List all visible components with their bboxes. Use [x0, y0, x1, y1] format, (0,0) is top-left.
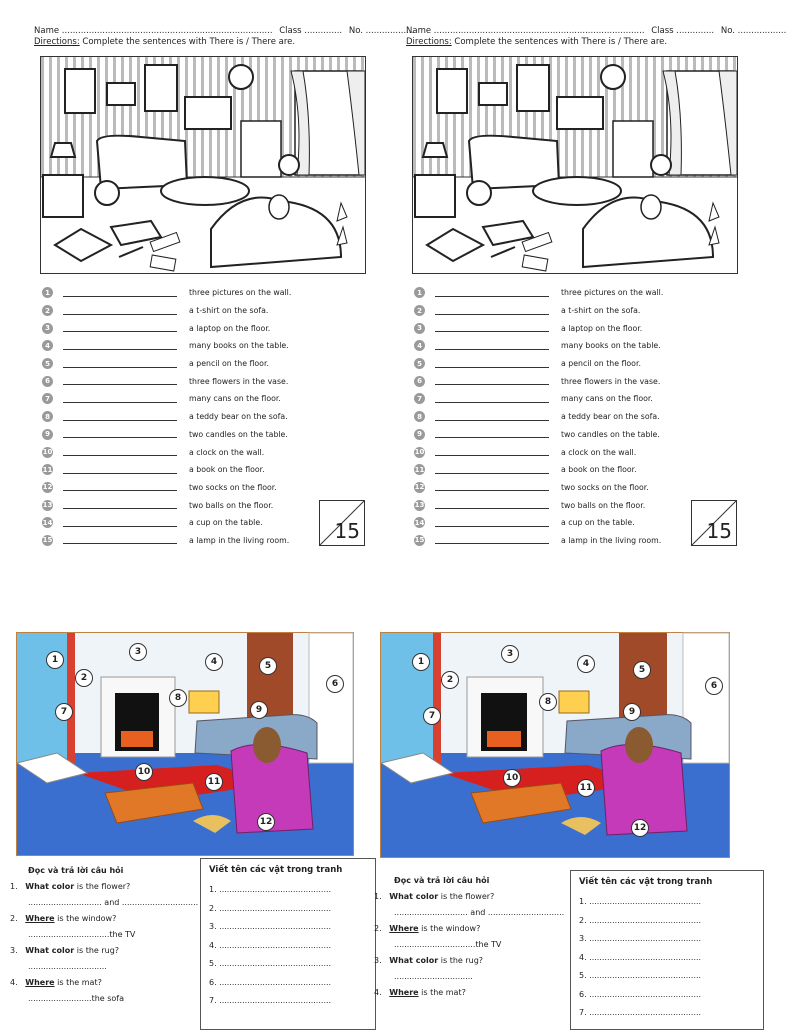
item-number-badge: 13 — [42, 501, 53, 510]
class-label: Class .............. — [279, 26, 343, 36]
question-1: 1. What color is the flower? — [10, 882, 131, 891]
naming-line-6[interactable]: 6. ............................................ — [579, 989, 702, 999]
callout-9: 9 — [250, 701, 268, 719]
sentence-row — [42, 337, 372, 355]
naming-line-1[interactable]: 1. ............................................ — [209, 885, 332, 894]
callout-9: 9 — [623, 703, 641, 721]
callout-12: 12 — [631, 819, 649, 837]
answer-blank[interactable] — [435, 419, 549, 421]
directions-label: Directions: — [34, 37, 80, 47]
sentence-row — [414, 302, 744, 320]
q2-keyword: Where — [25, 914, 55, 923]
sentence-row — [42, 479, 372, 497]
item-number-badge: 10 — [414, 448, 425, 457]
name-label: Name .............................................................................. — [406, 26, 645, 36]
score-box — [691, 500, 737, 546]
sentence-text: two candles on the table. — [189, 429, 288, 439]
item-number-badge: 6 — [42, 376, 53, 387]
callout-6: 6 — [326, 675, 344, 693]
sentence-text: three flowers in the vase. — [561, 376, 661, 386]
reading-questions-left — [10, 866, 199, 1010]
answer-blank[interactable] — [435, 295, 549, 297]
callout-11: 11 — [577, 779, 595, 797]
q4-keyword: Where — [389, 988, 419, 997]
class-label: Class .............. — [651, 26, 715, 36]
reading-heading: Đọc và trả lời câu hỏi — [28, 866, 124, 875]
answer-blank[interactable] — [63, 454, 177, 456]
naming-box-right — [570, 870, 764, 1030]
sentence-row — [414, 390, 744, 408]
callout-5: 5 — [633, 661, 651, 679]
sentence-row — [42, 426, 372, 444]
sentence-row — [414, 319, 744, 337]
naming-line-2[interactable]: 2. ............................................ — [209, 903, 332, 913]
item-number-badge: 2 — [414, 305, 425, 316]
answer-blank[interactable] — [435, 348, 549, 350]
sentence-text: a clock on the wall. — [189, 447, 265, 457]
callout-8: 8 — [169, 689, 187, 707]
callout-7: 7 — [423, 707, 441, 725]
answer-blank[interactable] — [63, 489, 177, 491]
sentence-row — [414, 461, 744, 479]
item-number-badge: 3 — [414, 323, 425, 334]
sentence-row — [414, 479, 744, 497]
item-number-badge: 14 — [414, 518, 425, 527]
answer-blank[interactable] — [63, 542, 177, 544]
sentence-text: a cup on the table. — [561, 518, 635, 528]
callout-10: 10 — [503, 769, 521, 787]
item-number-badge: 1 — [414, 287, 425, 298]
callout-3: 3 — [501, 645, 519, 663]
sentence-text: many cans on the floor. — [561, 394, 653, 404]
item-number-badge: 12 — [42, 483, 53, 492]
item-number-badge: 8 — [414, 411, 425, 422]
score-box — [319, 500, 365, 546]
answer-blank[interactable] — [63, 295, 177, 297]
sentence-text: a laptop on the floor. — [561, 323, 643, 333]
score-total: 15 — [706, 519, 732, 543]
room-illustration — [412, 56, 738, 274]
callout-4: 4 — [205, 653, 223, 671]
answer-blank[interactable] — [435, 489, 549, 491]
item-number-badge: 10 — [42, 448, 53, 457]
sentence-row — [42, 390, 372, 408]
item-number-badge: 11 — [42, 465, 53, 474]
callout-11: 11 — [205, 773, 223, 791]
sentence-text: a t-shirt on the sofa. — [189, 306, 269, 316]
naming-line-4[interactable]: 4. ............................................ — [209, 940, 332, 950]
item-number-badge: 14 — [42, 518, 53, 527]
sentence-row — [42, 319, 372, 337]
item-number-badge: 11 — [414, 465, 425, 474]
sentence-text: two balls on the floor. — [561, 500, 646, 510]
item-number-badge: 12 — [414, 483, 425, 492]
sentence-text: a lamp in the living room. — [189, 535, 290, 545]
item-number-badge: 9 — [42, 429, 53, 440]
answer-blank[interactable] — [435, 436, 549, 438]
worksheet-left — [34, 26, 415, 554]
q4-text: is the mat? — [418, 988, 466, 997]
item-number-badge: 8 — [42, 411, 53, 422]
question-2: 2. Where is the window? — [10, 914, 117, 923]
question-4: 4. Where is the mat? — [10, 978, 102, 987]
sentence-text: a teddy bear on the sofa. — [189, 412, 288, 422]
directions-label: Directions: — [406, 37, 452, 47]
answer-3[interactable]: ............................... — [394, 972, 473, 981]
item-number-badge: 5 — [414, 358, 425, 369]
answer-2[interactable]: ................................the TV — [394, 940, 502, 949]
naming-line-6[interactable]: 6. ............................................ — [209, 977, 332, 987]
living-room-scene-left — [16, 632, 354, 856]
item-number-badge: 13 — [414, 501, 425, 510]
answer-blank[interactable] — [435, 401, 549, 403]
callout-8: 8 — [539, 693, 557, 711]
answer-blank[interactable] — [435, 525, 549, 527]
sentence-text: a teddy bear on the sofa. — [561, 412, 660, 422]
naming-line-7[interactable]: 7. ............................................ — [209, 996, 332, 1005]
q2-text: is the window? — [54, 914, 117, 923]
question-4: 4. Where is the mat? — [374, 988, 466, 997]
answer-blank[interactable] — [435, 330, 549, 332]
answer-blank[interactable] — [63, 507, 177, 509]
sentence-text: a pencil on the floor. — [189, 359, 269, 369]
callout-1: 1 — [412, 653, 430, 671]
sentence-row — [414, 372, 744, 390]
sentence-row — [414, 355, 744, 373]
item-number-badge: 15 — [414, 536, 425, 545]
sentence-row — [42, 355, 372, 373]
sentence-row — [42, 461, 372, 479]
callout-2: 2 — [441, 671, 459, 689]
sentence-text: three flowers in the vase. — [189, 376, 289, 386]
q1-keyword: What color — [389, 892, 439, 901]
item-number-badge: 1 — [42, 287, 53, 298]
sentence-text: a laptop on the floor. — [189, 323, 271, 333]
no-label: No. .................. — [348, 26, 415, 36]
item-number-badge: 4 — [42, 340, 53, 351]
sentence-text: three pictures on the wall. — [561, 288, 664, 298]
reading-questions-right — [374, 876, 569, 1004]
directions — [34, 37, 374, 48]
answer-blank[interactable] — [435, 313, 549, 315]
item-number-badge: 5 — [42, 358, 53, 369]
q1-text: is the flower? — [74, 882, 131, 891]
naming-line-4[interactable]: 4. ............................................ — [579, 952, 702, 962]
naming-line-3[interactable]: 3. ............................................ — [209, 922, 332, 931]
answer-blank[interactable] — [63, 436, 177, 438]
directions-text: Complete the sentences with There is / There are. — [79, 37, 296, 47]
callout-5: 5 — [259, 657, 277, 675]
answer-blank[interactable] — [63, 348, 177, 350]
q4-text: is the mat? — [54, 978, 102, 987]
callout-4: 4 — [577, 655, 595, 673]
directions-text: Complete the sentences with There is / There are. — [451, 37, 668, 47]
no-label: No. .................. — [720, 26, 786, 36]
worksheet-header — [34, 26, 415, 37]
callout-7: 7 — [55, 703, 73, 721]
sentence-text: many books on the table. — [189, 341, 289, 351]
answer-2[interactable]: ................................the TV — [28, 930, 136, 939]
answer-blank[interactable] — [63, 419, 177, 421]
sentence-text: two socks on the floor. — [189, 482, 277, 492]
directions — [406, 37, 746, 48]
answer-blank[interactable] — [63, 472, 177, 474]
item-number-badge: 4 — [414, 340, 425, 351]
sentence-row — [42, 302, 372, 320]
naming-line-3[interactable]: 3. ............................................ — [579, 934, 702, 943]
question-3: 3. What color is the rug? — [10, 946, 120, 955]
sentence-row — [414, 443, 744, 461]
sentence-text: a cup on the table. — [189, 518, 263, 528]
answer-blank[interactable] — [435, 383, 549, 385]
answer-1[interactable]: ............................. and .............................. — [394, 908, 565, 917]
q4-keyword: Where — [25, 978, 55, 987]
sentence-text: two socks on the floor. — [561, 482, 649, 492]
sentence-text: a pencil on the floor. — [561, 359, 641, 369]
callout-12: 12 — [257, 813, 275, 831]
answer-blank[interactable] — [63, 383, 177, 385]
q1-keyword: What color — [25, 882, 75, 891]
name-label: Name .............................................................................. — [34, 26, 273, 36]
answer-1[interactable]: ............................. and .............................. — [28, 898, 199, 907]
sentence-text: many books on the table. — [561, 341, 661, 351]
sentence-text: a clock on the wall. — [561, 447, 637, 457]
callout-10: 10 — [135, 763, 153, 781]
answer-blank[interactable] — [63, 313, 177, 315]
naming-line-1[interactable]: 1. ............................................ — [579, 897, 702, 906]
sentence-row — [414, 408, 744, 426]
item-number-badge: 6 — [414, 376, 425, 387]
answer-4[interactable]: .........................the sofa — [28, 994, 125, 1003]
answer-blank[interactable] — [435, 366, 549, 368]
sentence-row — [414, 426, 744, 444]
sentence-text: two balls on the floor. — [189, 500, 274, 510]
score-total: 15 — [334, 519, 360, 543]
sentence-row — [42, 408, 372, 426]
sentence-text: a book on the floor. — [189, 465, 265, 475]
item-number-badge: 7 — [42, 393, 53, 404]
item-number-badge: 9 — [414, 429, 425, 440]
callout-1: 1 — [46, 651, 64, 669]
q2-keyword: Where — [389, 924, 419, 933]
callout-2: 2 — [75, 669, 93, 687]
room-drawing — [413, 57, 737, 273]
sentence-text: many cans on the floor. — [189, 394, 281, 404]
living-room-scene-right — [380, 632, 730, 858]
item-number-badge: 7 — [414, 393, 425, 404]
sentence-text: three pictures on the wall. — [189, 288, 292, 298]
answer-blank[interactable] — [63, 401, 177, 403]
q3-text: is the rug? — [74, 946, 120, 955]
sentence-row — [42, 284, 372, 302]
answer-3[interactable]: ............................... — [28, 962, 107, 971]
answer-blank[interactable] — [63, 525, 177, 527]
reading-heading: Đọc và trả lời câu hỏi — [394, 876, 490, 885]
item-number-badge: 15 — [42, 536, 53, 545]
naming-heading: Viết tên các vật trong tranh — [209, 865, 343, 875]
worksheet-right — [406, 26, 786, 554]
room-illustration — [40, 56, 366, 274]
answer-blank[interactable] — [435, 507, 549, 509]
question-3: 3. What color is the rug? — [374, 956, 484, 965]
room-drawing — [41, 57, 365, 273]
question-1: 1. What color is the flower? — [374, 892, 495, 901]
sentence-text: a lamp in the living room. — [561, 535, 662, 545]
naming-line-5[interactable]: 5. ............................................ — [579, 971, 702, 980]
sentence-row — [414, 337, 744, 355]
living-room-drawing — [381, 633, 729, 857]
answer-blank[interactable] — [63, 330, 177, 332]
q3-keyword: What color — [389, 956, 439, 965]
answer-blank[interactable] — [63, 366, 177, 368]
answer-blank[interactable] — [435, 472, 549, 474]
callout-3: 3 — [129, 643, 147, 661]
q2-text: is the window? — [418, 924, 481, 933]
answer-blank[interactable] — [435, 454, 549, 456]
item-number-badge: 2 — [42, 305, 53, 316]
sentence-row — [42, 372, 372, 390]
sentence-text: a book on the floor. — [561, 465, 637, 475]
q3-text: is the rug? — [438, 956, 484, 965]
question-2: 2. Where is the window? — [374, 924, 481, 933]
naming-line-2[interactable]: 2. ............................................ — [579, 915, 702, 925]
naming-line-7[interactable]: 7. ............................................ — [579, 1008, 702, 1017]
q3-keyword: What color — [25, 946, 75, 955]
answer-blank[interactable] — [435, 542, 549, 544]
naming-line-5[interactable]: 5. ............................................ — [209, 959, 332, 968]
living-room-drawing — [17, 633, 353, 855]
naming-heading: Viết tên các vật trong tranh — [579, 877, 713, 887]
sentence-text: a t-shirt on the sofa. — [561, 306, 641, 316]
q1-text: is the flower? — [438, 892, 495, 901]
naming-box-left — [200, 858, 376, 1030]
sentence-row — [42, 443, 372, 461]
callout-6: 6 — [705, 677, 723, 695]
item-number-badge: 3 — [42, 323, 53, 334]
sentence-row — [414, 284, 744, 302]
sentence-text: two candles on the table. — [561, 429, 660, 439]
worksheet-header — [406, 26, 786, 37]
